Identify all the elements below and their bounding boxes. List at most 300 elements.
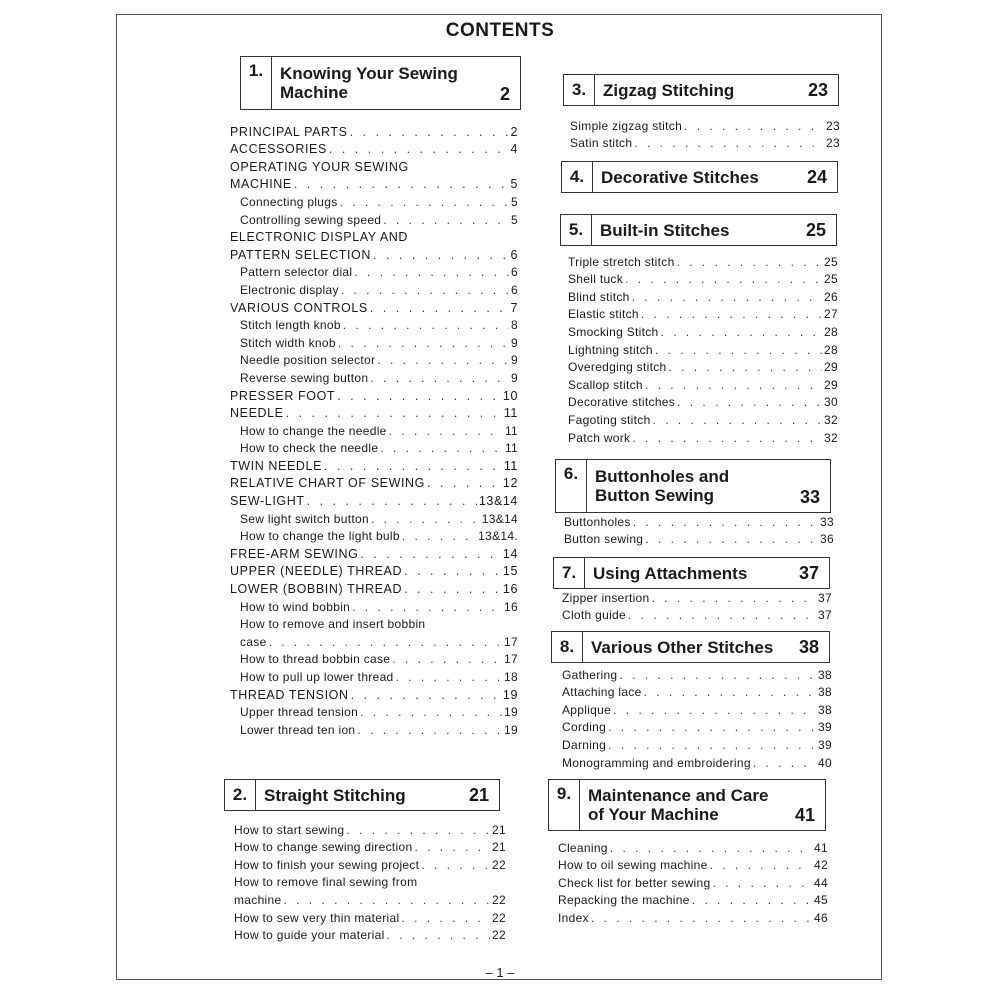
toc-entry-label: PRESSER FOOT <box>230 388 336 403</box>
toc-entry-label: Controlling sewing speed <box>240 212 382 227</box>
toc-entry-page: 10 <box>502 388 518 403</box>
chapter-page: 21 <box>468 784 489 805</box>
toc-entry <box>230 333 518 351</box>
toc-leader-dots <box>645 378 822 393</box>
toc-entry-page: 19 <box>504 722 518 737</box>
toc-leader-dots <box>633 515 818 530</box>
toc-entry-label: Darning <box>562 737 607 752</box>
toc-entry-label: FREE-ARM SEWING <box>230 546 359 561</box>
chapter-5-entries <box>568 252 838 446</box>
toc-entry-label: MACHINE <box>230 177 292 192</box>
toc-entry <box>570 116 840 134</box>
toc-entry <box>234 908 506 926</box>
chapter-8-entries <box>562 665 832 771</box>
chapter-page: 2 <box>499 84 510 104</box>
toc-entry-label: How to start sewing <box>234 822 345 837</box>
toc-entry <box>562 665 832 683</box>
toc-entry-page: 2 <box>510 124 518 139</box>
toc-entry-label: machine <box>234 892 282 907</box>
toc-entry <box>230 491 518 509</box>
toc-leader-dots <box>652 591 817 606</box>
toc-entry <box>230 703 518 721</box>
toc-entry-page: 4 <box>510 142 518 157</box>
chapter-5-header <box>560 214 837 246</box>
toc-leader-dots <box>338 336 509 351</box>
toc-leader-dots <box>341 283 509 298</box>
toc-entry <box>558 891 828 909</box>
toc-entry-page: 36 <box>820 532 834 547</box>
chapter-number: 6. <box>556 460 587 512</box>
chapter-title-line2: of Your Machine <box>588 805 719 824</box>
toc-entry <box>230 175 518 193</box>
toc-entry-page: 25 <box>824 272 838 287</box>
chapter-title-line1: Buttonholes and <box>595 467 730 486</box>
toc-entry <box>230 368 518 386</box>
toc-leader-dots <box>668 360 822 375</box>
toc-leader-dots <box>608 738 816 753</box>
toc-entry-label: Cloth guide <box>562 608 627 623</box>
toc-leader-dots <box>610 841 812 856</box>
chapter-2-header <box>224 779 500 811</box>
toc-entry-page: 11 <box>503 406 518 421</box>
toc-leader-dots <box>370 301 509 316</box>
toc-leader-dots <box>677 255 822 270</box>
toc-entry <box>230 245 518 263</box>
toc-entry-label: Zipper insertion <box>562 590 650 605</box>
toc-entry <box>230 263 518 281</box>
toc-leader-dots <box>404 582 501 597</box>
toc-entry-label: Repacking the machine <box>558 893 690 908</box>
toc-entry <box>558 908 828 926</box>
chapter-page: 25 <box>805 219 826 240</box>
toc-entry-page: 16 <box>504 599 518 614</box>
toc-entry-page: 28 <box>824 324 838 339</box>
toc-leader-dots <box>350 125 509 140</box>
toc-entry-label: How to change the light bulb <box>240 529 400 544</box>
toc-entry <box>562 700 832 718</box>
toc-entry-page: 5 <box>511 212 518 227</box>
toc-entry-page: 12 <box>502 476 518 491</box>
toc-entry <box>230 615 518 633</box>
chapter-page: 41 <box>794 805 815 825</box>
chapter-title: Decorative Stitches <box>601 167 759 187</box>
toc-entry <box>558 873 828 891</box>
toc-entry-label: Pattern selector dial <box>240 265 353 280</box>
toc-entry <box>234 855 506 873</box>
chapter-3-header <box>563 74 839 106</box>
toc-entry-label: Needle position selector <box>240 353 376 368</box>
toc-entry-label: Check list for better sewing <box>558 875 711 890</box>
toc-entry-label: Attaching lace <box>562 685 642 700</box>
toc-leader-dots <box>283 893 490 908</box>
toc-entry-label: Blind stitch <box>568 289 630 304</box>
toc-entry-page: 22 <box>492 910 506 925</box>
toc-leader-dots <box>645 532 818 547</box>
toc-entry <box>230 720 518 738</box>
toc-entry-page: 32 <box>824 412 838 427</box>
toc-leader-dots <box>712 876 812 891</box>
toc-entry <box>230 421 518 439</box>
toc-entry-label: Sew light switch button <box>240 511 369 526</box>
toc-leader-dots <box>404 564 501 579</box>
chapter-title-line2: Machine <box>280 83 349 102</box>
toc-entry <box>562 606 832 624</box>
toc-leader-dots <box>644 685 816 700</box>
toc-entry-label: How to wind bobbin <box>240 599 351 614</box>
chapter-number: 3. <box>564 75 595 105</box>
chapter-title: Built-in Stitches <box>600 220 730 240</box>
toc-entry-page: 8 <box>511 318 518 333</box>
toc-leader-dots <box>632 290 822 305</box>
chapter-title <box>587 467 800 505</box>
toc-entry <box>234 926 506 944</box>
toc-entry <box>230 439 518 457</box>
toc-entry-page: 22 <box>492 892 506 907</box>
toc-entry-label: UPPER (NEEDLE) THREAD <box>230 564 403 579</box>
toc-leader-dots <box>329 142 509 157</box>
chapter-2-entries <box>234 820 506 943</box>
toc-entry <box>230 474 518 492</box>
toc-entry-page: 21 <box>492 822 506 837</box>
toc-entry <box>230 192 518 210</box>
chapter-title <box>272 64 500 102</box>
toc-entry-page: 26 <box>824 289 838 304</box>
toc-leader-dots <box>684 119 824 134</box>
toc-entry-page: 17 <box>504 652 518 667</box>
chapter-number: 9. <box>549 780 580 830</box>
toc-entry-label: LOWER (BOBBIN) THREAD <box>230 582 403 597</box>
toc-entry-label: How to oil sewing machine <box>558 858 708 873</box>
toc-entry-page: 9 <box>511 353 518 368</box>
toc-entry <box>564 530 834 548</box>
toc-entry-page: 39 <box>818 720 832 735</box>
toc-entry <box>230 316 518 334</box>
toc-entry <box>230 579 518 597</box>
toc-entry <box>562 683 832 701</box>
toc-entry-label: Simple zigzag stitch <box>570 118 683 133</box>
toc-entry-page: 41 <box>814 840 828 855</box>
toc-leader-dots <box>641 307 822 322</box>
toc-entry <box>568 270 838 288</box>
toc-leader-dots <box>307 494 477 509</box>
toc-entry <box>230 562 518 580</box>
toc-entry-page: 19 <box>504 705 518 720</box>
toc-leader-dots <box>591 911 812 926</box>
toc-entry-page: 13&14 <box>481 511 518 526</box>
toc-entry-label: PATTERN SELECTION <box>230 247 372 262</box>
toc-entry-label: Shell tuck <box>568 272 624 287</box>
chapter-page: 37 <box>798 562 819 583</box>
toc-leader-dots <box>370 371 509 386</box>
toc-entry <box>230 456 518 474</box>
toc-entry-page: 22 <box>492 857 506 872</box>
toc-entry-page: 23 <box>826 118 840 133</box>
toc-entry <box>568 340 838 358</box>
toc-entry-page: 13&14 <box>478 494 518 509</box>
chapter-title: Various Other Stitches <box>591 637 774 657</box>
toc-entry-label: Stitch length knob <box>240 318 341 333</box>
toc-entry-label: How to pull up lower thread <box>240 670 394 684</box>
toc-leader-dots <box>387 928 491 943</box>
toc-entry-page: 38 <box>818 702 832 717</box>
toc-entry-page: 30 <box>824 395 838 410</box>
toc-leader-dots <box>392 652 502 667</box>
chapter-page: 24 <box>806 166 827 187</box>
toc-entry-label: How to sew very thin material <box>234 910 400 925</box>
toc-leader-dots <box>710 858 812 873</box>
chapter-number: 5. <box>561 215 592 245</box>
toc-entry-page: 7 <box>510 300 518 315</box>
toc-entry-label: Applique <box>562 702 612 717</box>
toc-leader-dots <box>352 600 502 615</box>
toc-entry <box>234 890 506 908</box>
chapter-page: 23 <box>807 79 828 100</box>
toc-entry-page: 9 <box>511 370 518 385</box>
toc-leader-dots <box>324 459 502 474</box>
toc-entry-label: Connecting plugs <box>240 194 338 209</box>
chapter-7-entries <box>562 588 832 623</box>
toc-entry-label: SEW-LIGHT <box>230 494 305 509</box>
toc-entry-page: 22 <box>492 928 506 943</box>
chapter-title-line1: Maintenance and Care <box>588 786 769 805</box>
chapter-number: 1. <box>241 57 272 109</box>
chapter-1-entries <box>230 122 518 738</box>
toc-entry <box>230 509 518 527</box>
toc-entry <box>564 512 834 530</box>
toc-entry-page: 39 <box>818 737 832 752</box>
toc-leader-dots <box>354 265 509 280</box>
toc-entry <box>568 322 838 340</box>
chapter-8-header <box>551 631 830 663</box>
toc-leader-dots <box>634 136 824 151</box>
toc-entry <box>558 838 828 856</box>
toc-entry-page: 5 <box>510 177 518 192</box>
toc-entry-label: PRINCIPAL PARTS <box>230 124 348 139</box>
toc-entry <box>568 252 838 270</box>
toc-entry-label: Index <box>558 910 589 925</box>
toc-entry-page: 38 <box>818 685 832 700</box>
toc-leader-dots <box>655 343 822 358</box>
toc-entry-page: 6 <box>510 247 518 262</box>
toc-entry-label: How to guide your material <box>234 928 385 943</box>
chapter-6-entries <box>564 512 834 547</box>
toc-leader-dots <box>269 635 502 650</box>
toc-entry <box>562 753 832 771</box>
toc-entry-page: 6 <box>511 265 518 280</box>
toc-entry-page: 21 <box>492 840 506 855</box>
toc-leader-dots <box>351 688 501 703</box>
toc-entry-label: Stitch width knob <box>240 335 336 350</box>
toc-entry-label: ACCESSORIES <box>230 142 327 157</box>
toc-entry-label: NEEDLE <box>230 406 284 421</box>
page-title: CONTENTS <box>445 20 555 41</box>
toc-entry-label: Cleaning <box>558 840 608 855</box>
chapter-title: Zigzag Stitching <box>603 80 735 100</box>
toc-entry-page: 15 <box>502 564 518 579</box>
toc-entry <box>570 134 840 152</box>
toc-entry-label: How to remove and insert bobbin <box>240 617 426 632</box>
toc-entry <box>568 393 838 411</box>
toc-entry-label: Overedging stitch <box>568 360 667 375</box>
toc-entry-label: OPERATING YOUR SEWING <box>230 159 409 174</box>
toc-leader-dots <box>377 353 509 368</box>
toc-entry-label: Button sewing <box>564 532 644 547</box>
toc-entry-label: Gathering <box>562 667 618 682</box>
toc-entry <box>562 588 832 606</box>
toc-entry-page: 23 <box>826 136 840 151</box>
toc-leader-dots <box>753 756 816 771</box>
toc-entry-label: Satin stitch <box>570 136 633 151</box>
toc-entry-page: 37 <box>818 608 832 623</box>
toc-leader-dots <box>360 705 502 720</box>
toc-entry-page: 29 <box>824 360 838 375</box>
toc-entry-page: 6 <box>511 282 518 297</box>
toc-entry-label: Buttonholes <box>564 514 631 529</box>
toc-entry-label: Smocking Stitch <box>568 324 659 339</box>
chapter-number: 7. <box>554 558 585 588</box>
toc-leader-dots <box>401 911 490 926</box>
toc-leader-dots <box>632 431 822 446</box>
toc-leader-dots <box>396 670 503 685</box>
toc-entry-label: Fagoting stitch <box>568 412 651 427</box>
chapter-6-header <box>555 459 831 513</box>
toc-entry <box>230 527 518 545</box>
toc-entry-label: ELECTRONIC DISPLAY AND <box>230 230 409 245</box>
toc-entry-page: 11 <box>503 458 518 473</box>
toc-entry <box>230 351 518 369</box>
chapter-number: 8. <box>552 632 583 662</box>
toc-entry-label: Elastic stitch <box>568 307 639 322</box>
chapter-title: Using Attachments <box>593 563 748 583</box>
toc-leader-dots <box>371 512 480 527</box>
chapter-number: 2. <box>225 780 256 810</box>
toc-entry-page: 33 <box>820 514 834 529</box>
toc-leader-dots <box>337 389 501 404</box>
toc-entry <box>230 667 518 685</box>
toc-entry <box>568 305 838 323</box>
toc-leader-dots <box>340 195 509 210</box>
toc-entry-label: How to check the needle <box>240 441 379 456</box>
toc-entry <box>568 375 838 393</box>
toc-entry <box>230 597 518 615</box>
toc-entry <box>234 838 506 856</box>
chapter-title-line1: Knowing Your Sewing <box>280 64 458 83</box>
toc-entry <box>230 210 518 228</box>
toc-entry-label: Lightning stitch <box>568 342 653 357</box>
chapter-title: Straight Stitching <box>264 785 406 805</box>
chapter-page: 38 <box>798 636 819 657</box>
toc-entry <box>568 410 838 428</box>
toc-leader-dots <box>653 413 823 428</box>
toc-leader-dots <box>402 529 476 544</box>
toc-entry-page: 29 <box>824 377 838 392</box>
toc-entry-page: 11 <box>504 423 518 438</box>
toc-entry-page: 42 <box>814 858 828 873</box>
toc-entry-label: How to thread bobbin case <box>240 652 391 667</box>
toc-leader-dots <box>628 608 816 623</box>
toc-entry-label: THREAD TENSION <box>230 687 349 702</box>
toc-leader-dots <box>373 248 508 263</box>
toc-entry <box>230 386 518 404</box>
toc-entry-page: 37 <box>818 590 832 605</box>
toc-entry-page: 11 <box>504 441 518 456</box>
toc-leader-dots <box>343 318 509 333</box>
toc-entry <box>230 157 518 175</box>
toc-entry <box>562 735 832 753</box>
toc-entry-page: 32 <box>824 430 838 445</box>
toc-entry <box>568 358 838 376</box>
toc-leader-dots <box>613 703 816 718</box>
toc-entry-label: case <box>240 634 267 649</box>
toc-entry-page: 5 <box>511 194 518 209</box>
toc-entry-label: Lower thread ten ion <box>240 722 356 737</box>
chapter-3-entries <box>570 116 840 151</box>
toc-leader-dots <box>608 720 816 735</box>
toc-leader-dots <box>380 441 503 456</box>
toc-entry <box>568 287 838 305</box>
toc-entry-label: How to finish your sewing project <box>234 857 420 872</box>
toc-entry <box>234 820 506 838</box>
toc-entry-label: Electronic display <box>240 282 339 297</box>
chapter-1-header <box>240 56 521 110</box>
toc-entry-page: 28 <box>824 342 838 357</box>
toc-entry <box>230 298 518 316</box>
toc-leader-dots <box>625 272 822 287</box>
chapter-4-header <box>561 161 838 193</box>
toc-entry-label: VARIOUS CONTROLS <box>230 300 368 315</box>
toc-entry-page: 40 <box>818 755 832 770</box>
chapter-page: 33 <box>799 487 820 507</box>
toc-entry-page: 16 <box>502 582 518 597</box>
chapter-title <box>580 786 795 824</box>
toc-leader-dots <box>661 325 823 340</box>
toc-leader-dots <box>677 395 822 410</box>
toc-entry <box>230 280 518 298</box>
chapter-number: 4. <box>562 162 593 192</box>
toc-leader-dots <box>286 406 502 421</box>
toc-leader-dots <box>389 424 503 439</box>
toc-entry <box>230 140 518 158</box>
toc-entry-label: RELATIVE CHART OF SEWING <box>230 476 425 491</box>
toc-entry <box>230 228 518 246</box>
toc-entry-page: 27 <box>824 307 838 322</box>
toc-leader-dots <box>619 668 816 683</box>
toc-entry <box>230 544 518 562</box>
toc-entry-label: Monogramming and embroidering <box>562 755 751 770</box>
chapter-title-line2: Button Sewing <box>595 486 714 505</box>
toc-leader-dots <box>360 547 500 562</box>
toc-entry-label: Decorative stitches <box>568 395 676 410</box>
toc-entry-page: 46 <box>814 910 828 925</box>
toc-entry-label: How to change the needle <box>240 423 387 438</box>
toc-leader-dots <box>692 893 812 908</box>
toc-entry-page: 14 <box>502 546 518 561</box>
toc-entry <box>230 632 518 650</box>
toc-entry-page: 18 <box>504 670 518 684</box>
toc-entry-label: TWIN NEEDLE <box>230 458 323 473</box>
toc-entry <box>562 718 832 736</box>
toc-entry-page: 44 <box>814 875 828 890</box>
toc-entry <box>230 404 518 422</box>
chapter-9-entries <box>558 838 828 926</box>
toc-leader-dots <box>346 823 490 838</box>
toc-entry-page: 13&14. <box>478 529 518 544</box>
toc-entry-label: Cording <box>562 720 607 735</box>
toc-entry-page: 25 <box>824 254 838 269</box>
toc-entry-label: Reverse sewing button <box>240 370 369 385</box>
toc-entry-page: 45 <box>814 893 828 908</box>
toc-entry-page: 38 <box>818 667 832 682</box>
